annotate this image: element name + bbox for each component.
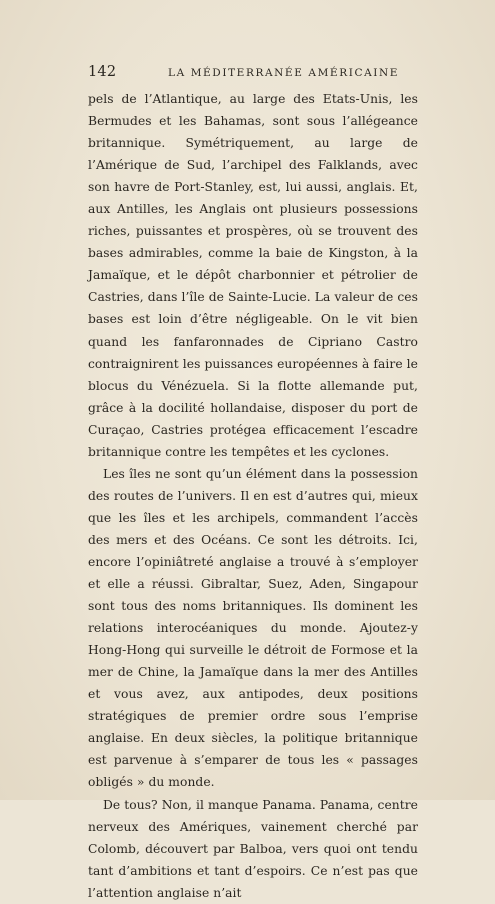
page-header	[88, 64, 418, 82]
paragraph-1: pels de l’Atlantique, au large des Etats-Unis, les Bermudes et les Bahamas, sont sous l’allégeance britannique. Symétriquement, au large de l’Amérique de Sud, l’archipel des Falklands, avec son havre de Port-Stanley, est, lui aussi, anglais. Et, aux Antilles, les Anglais ont plusieurs possessions riches, puissantes et prospères, où se trouvent des bases admirables, comme la baie de Kingston, à la Jamaïque, et le dépôt charbonnier et pétrolier de Castries, dans l’île de Sainte-Lucie. La valeur de ces bases est loin d’être négligeable. On le vit bien quand les fanfaronnades de Cipriano Castro contraignirent les puissances européennes à faire le blocus du Vénézuela. Si la flotte allemande put, grâce à la docilité hollandaise, disposer du port de Curaçao, Castries protégea efficacement l’escadre britannique contre les tempêtes et les cyclones.	[88, 92, 418, 459]
page-number: 142	[88, 64, 117, 80]
paragraph-2: Les îles ne sont qu’un élément dans la possession des routes de l’univers. Il en est d’autres qui, mieux que les îles et les archipels, commandent l’accès des mers et des Océans. Ce sont les détroits. Ici, encore l’opiniâtreté anglaise a trouvé à s’employer et elle a réussi. Gibraltar, Suez, Aden, Singapour sont tous des noms britanniques. Ils dominent les relations interocéaniques du monde. Ajoutez-y Hong-Hong qui surveille le détroit de Formose et la mer de Chine, la Jamaïque dans la mer des Antilles et vous avez, aux antipodes, deux positions stratégiques de premier ordre sous l’emprise anglaise. En deux siècles, la politique britannique est parvenue à s’emparer de tous les « passages obligés » du monde.	[88, 466, 418, 790]
paragraph-3: De tous? Non, il manque Panama. Panama, centre nerveux des Amériques, vainement cherché par Colomb, découvert par Balboa, vers quoi ont tendu tant d’ambitions et tant d’espoirs. Ce n’est pas que l’attention anglaise n’ait	[88, 797, 418, 900]
body-text	[88, 88, 418, 904]
running-title: LA MÉDITERRANÉE AMÉRICAINE	[168, 67, 400, 79]
